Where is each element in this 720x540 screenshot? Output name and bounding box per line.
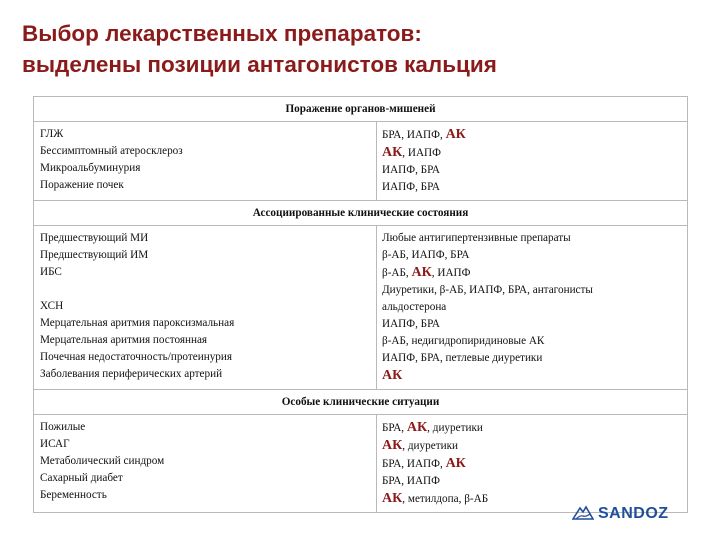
calcium-antagonist-highlight: АК	[445, 456, 466, 471]
drug-item	[382, 455, 687, 473]
condition-item: Беременность	[40, 489, 107, 501]
condition-cell	[34, 226, 377, 390]
section-header: Особые клинические ситуации	[34, 390, 688, 415]
drug-text: , ИАПФ	[431, 267, 471, 279]
drug-text: ИАПФ, БРА, петлевые диуретики	[382, 352, 543, 364]
drug-item	[382, 367, 687, 385]
condition-cell	[34, 122, 377, 201]
drug-item	[382, 126, 687, 144]
drug-choice-table	[33, 96, 688, 513]
drug-text: ИАПФ, БРА	[382, 181, 440, 193]
drug-item	[382, 333, 687, 350]
drug-item	[382, 247, 687, 264]
drug-text: β-АБ,	[382, 267, 412, 279]
drug-text: Диуретики, β-АБ, ИАПФ, БРА, антагонисты	[382, 284, 593, 296]
drug-item	[382, 350, 687, 367]
drug-cell	[377, 122, 688, 201]
condition-item: ИБС	[40, 266, 62, 278]
condition-item: Мерцательная аритмия пароксизмальная	[40, 317, 235, 329]
condition-item: Метаболический синдром	[40, 455, 165, 467]
section-body-row	[34, 226, 688, 390]
drug-text: Любые антигипертензивные препараты	[382, 232, 571, 244]
condition-item: ИСАГ	[40, 438, 70, 450]
drug-text: ИАПФ, БРА	[382, 318, 440, 330]
drug-text: , метилдопа, β-АБ	[402, 493, 489, 505]
calcium-antagonist-highlight: АК	[382, 491, 403, 506]
drug-text: β-АБ, ИАПФ, БРА	[382, 249, 470, 261]
calcium-antagonist-highlight: АК	[382, 145, 403, 160]
calcium-antagonist-highlight: АК	[406, 420, 428, 435]
drug-text: БРА,	[382, 422, 407, 434]
drug-item	[382, 437, 687, 455]
condition-item: Предшествующий ИМ	[40, 249, 149, 261]
condition-item: Микроальбуминурия	[40, 162, 141, 174]
sandoz-mountain-icon	[572, 503, 594, 526]
drug-item	[382, 419, 687, 437]
drug-text: , ИАПФ	[402, 147, 441, 159]
drug-item	[382, 264, 687, 282]
title-line-2: выделены позиции антагонистов кальция	[22, 52, 497, 77]
condition-item: Заболевания периферических артерий	[40, 368, 223, 380]
drug-text: , диуретики	[427, 422, 483, 434]
condition-item: Почечная недостаточность/протеинурия	[40, 351, 233, 363]
condition-item: Предшествующий МИ	[40, 232, 149, 244]
slide-title	[22, 18, 702, 80]
section-header-row	[34, 201, 688, 226]
drug-item	[382, 299, 687, 316]
sandoz-wordmark: SANDOZ	[598, 505, 669, 522]
drug-item	[382, 144, 687, 162]
condition-item: Мерцательная аритмия постоянная	[40, 334, 208, 346]
section-header-row	[34, 390, 688, 415]
condition-item: Пожилые	[40, 421, 86, 433]
drug-text: ИАПФ, БРА	[382, 164, 440, 176]
drug-text: БРА, ИАПФ,	[382, 458, 446, 470]
section-header-row	[34, 97, 688, 122]
drug-text: БРА, ИАПФ	[382, 475, 440, 487]
condition-item	[40, 281, 376, 298]
drug-item	[382, 282, 687, 299]
drug-text: БРА, ИАПФ,	[382, 129, 446, 141]
drug-item	[382, 179, 687, 196]
drug-item	[382, 230, 687, 247]
drug-cell	[377, 415, 688, 513]
drug-cell	[377, 226, 688, 390]
condition-cell	[34, 415, 377, 513]
drug-text: альдостерона	[382, 301, 447, 313]
drug-text: , диуретики	[402, 440, 458, 452]
condition-item: Бессимптомный атеросклероз	[40, 145, 183, 157]
sandoz-logo	[572, 503, 669, 525]
condition-item: Поражение почек	[40, 179, 124, 191]
condition-item: ХСН	[40, 300, 64, 312]
calcium-antagonist-highlight: АК	[382, 438, 403, 453]
section-body-row	[34, 122, 688, 201]
calcium-antagonist-highlight: АК	[411, 265, 432, 280]
calcium-antagonist-highlight: АК	[382, 368, 403, 383]
drug-item	[382, 316, 687, 333]
section-body-row	[34, 415, 688, 513]
drug-text: β-АБ, недигидропиридиновые АК	[382, 335, 545, 347]
section-header: Поражение органов-мишеней	[34, 97, 688, 122]
drug-item	[382, 473, 687, 490]
condition-item: Сахарный диабет	[40, 472, 123, 484]
calcium-antagonist-highlight: АК	[445, 127, 466, 142]
drug-item	[382, 162, 687, 179]
title-line-1: Выбор лекарственных препаратов:	[22, 21, 422, 46]
section-header: Ассоциированные клинические состояния	[34, 201, 688, 226]
condition-item: ГЛЖ	[40, 128, 64, 140]
